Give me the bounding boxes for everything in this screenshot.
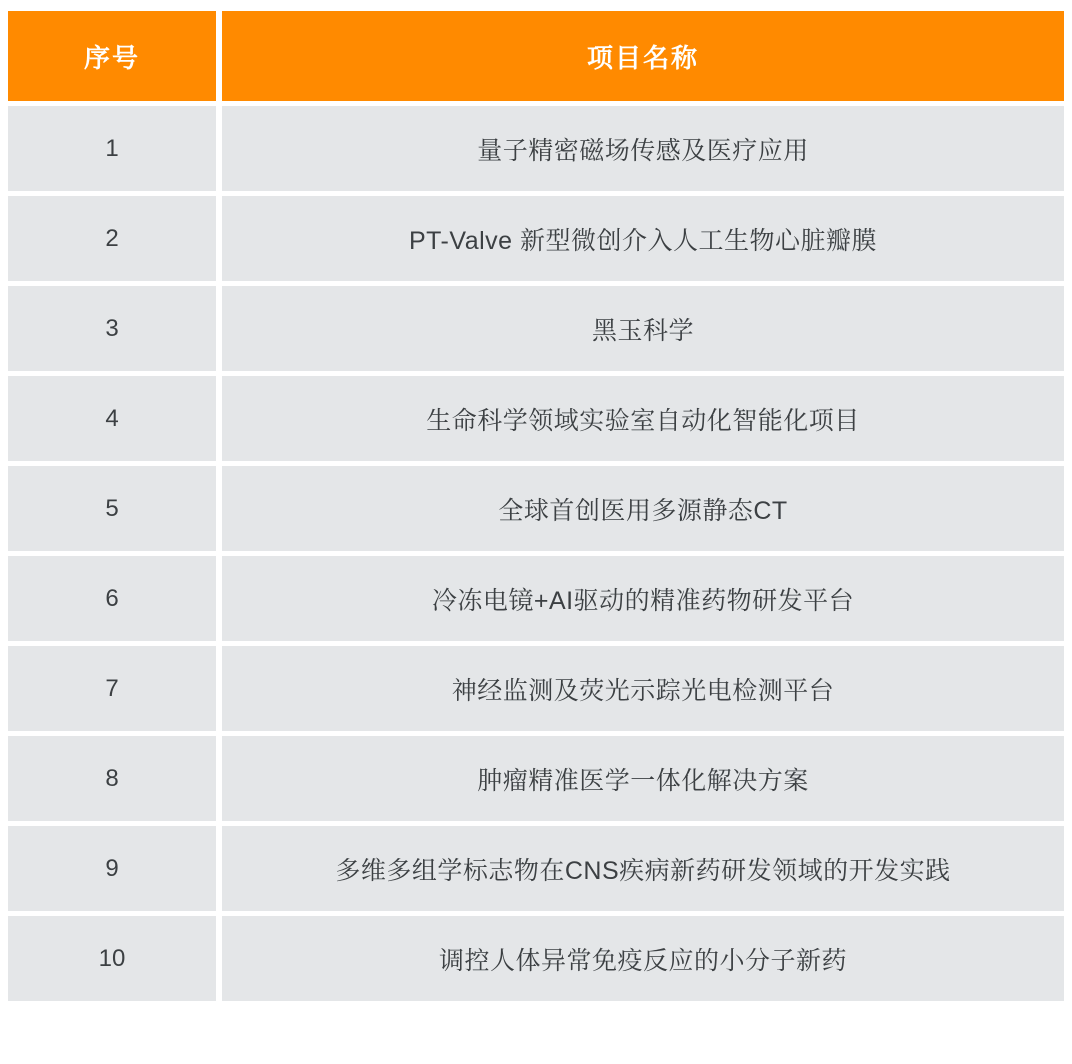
table-row bbox=[8, 286, 1064, 371]
row-project-name: 肿瘤精准医学一体化解决方案 bbox=[222, 736, 1064, 821]
row-index: 4 bbox=[8, 376, 222, 461]
row-index: 2 bbox=[8, 196, 222, 281]
row-project-name: 多维多组学标志物在CNS疾病新药研发领域的开发实践 bbox=[222, 826, 1064, 911]
table-row bbox=[8, 826, 1064, 911]
row-project-name: 量子精密磁场传感及医疗应用 bbox=[222, 106, 1064, 191]
row-project-name: 调控人体异常免疫反应的小分子新药 bbox=[222, 916, 1064, 1001]
row-project-name: 神经监测及荧光示踪光电检测平台 bbox=[222, 646, 1064, 731]
row-project-name: 生命科学领域实验室自动化智能化项目 bbox=[222, 376, 1064, 461]
table-row bbox=[8, 736, 1064, 821]
table-row bbox=[8, 376, 1064, 461]
table-header bbox=[8, 11, 1064, 101]
row-index: 9 bbox=[8, 826, 222, 911]
table-row bbox=[8, 466, 1064, 551]
table-row bbox=[8, 556, 1064, 641]
table-row bbox=[8, 196, 1064, 281]
table-header-row bbox=[8, 11, 1064, 101]
column-header-index: 序号 bbox=[8, 11, 222, 101]
row-index: 3 bbox=[8, 286, 222, 371]
column-header-name: 项目名称 bbox=[222, 11, 1064, 101]
row-project-name: PT-Valve 新型微创介入人工生物心脏瓣膜 bbox=[222, 196, 1064, 281]
row-project-name: 全球首创医用多源静态CT bbox=[222, 466, 1064, 551]
row-index: 6 bbox=[8, 556, 222, 641]
row-project-name: 冷冻电镜+AI驱动的精准药物研发平台 bbox=[222, 556, 1064, 641]
row-index: 8 bbox=[8, 736, 222, 821]
row-index: 7 bbox=[8, 646, 222, 731]
project-table bbox=[8, 6, 1064, 1006]
table-row bbox=[8, 646, 1064, 731]
row-index: 5 bbox=[8, 466, 222, 551]
table-row bbox=[8, 106, 1064, 191]
table-row bbox=[8, 916, 1064, 1001]
row-index: 10 bbox=[8, 916, 222, 1001]
table-body bbox=[8, 106, 1064, 1001]
row-index: 1 bbox=[8, 106, 222, 191]
row-project-name: 黑玉科学 bbox=[222, 286, 1064, 371]
